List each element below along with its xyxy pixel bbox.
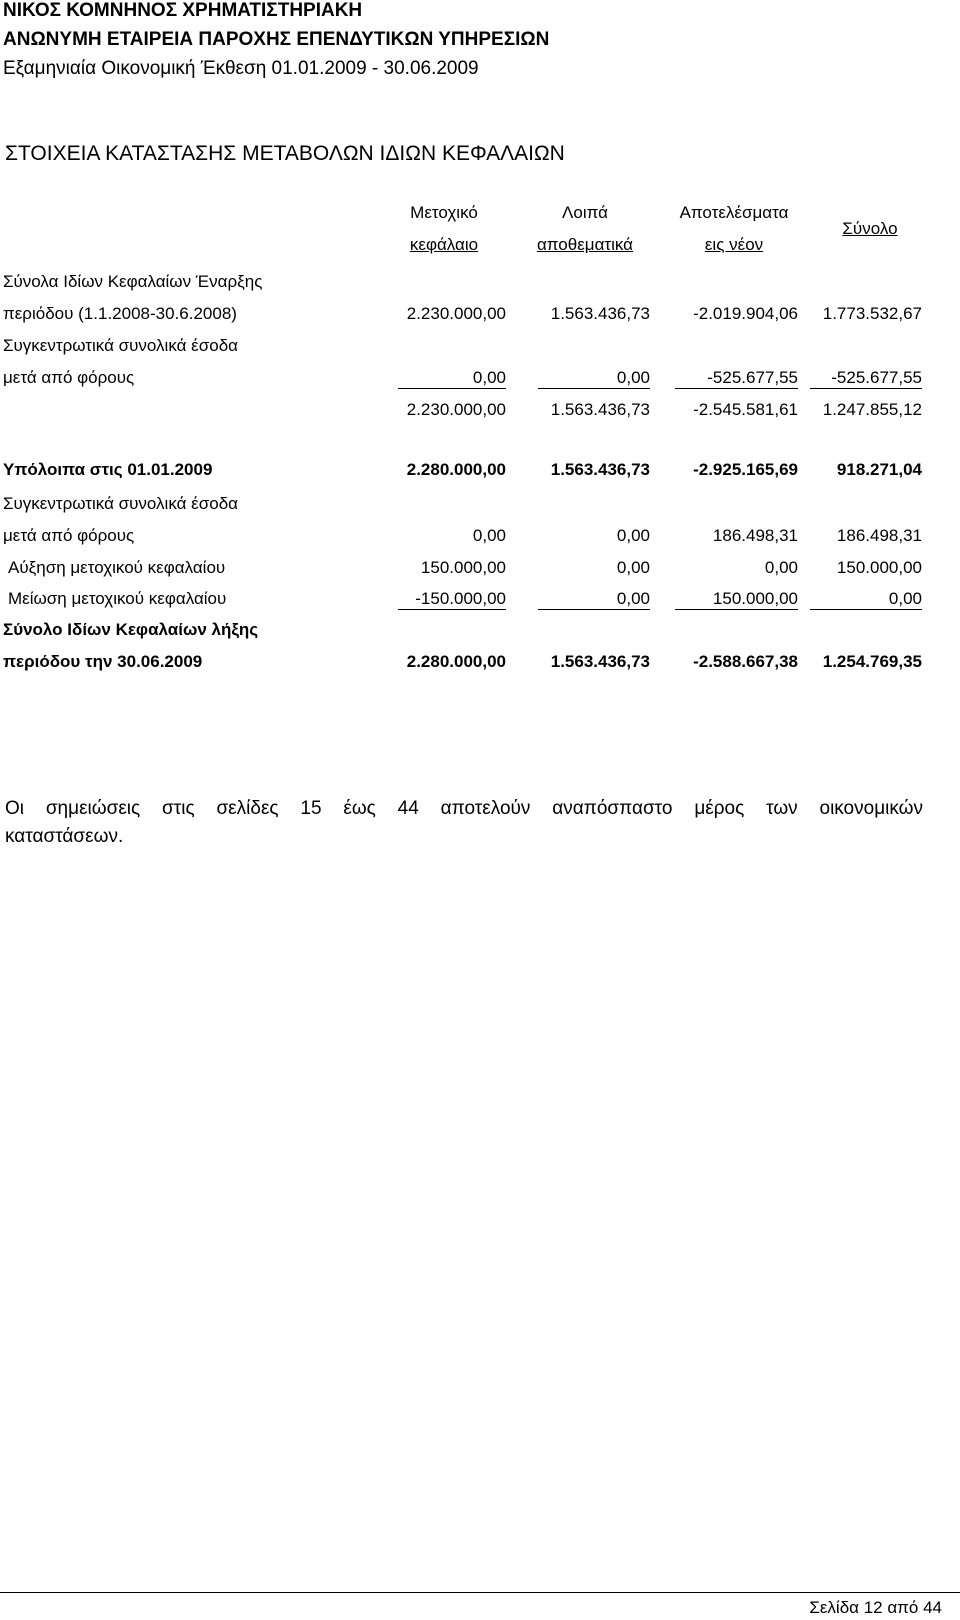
note-word: στις (162, 798, 195, 819)
value-cell: -2.588.667,38 (693, 652, 798, 671)
value-cell: 186.498,31 (836, 526, 922, 545)
col4-header: Σύνολο (842, 219, 898, 238)
page-number: Σελίδα 12 από 44 (809, 1598, 942, 1617)
value-cell: 1.563.436,73 (550, 304, 650, 323)
value-cell: 0,00 (764, 558, 798, 577)
value-cell: 2.280.000,00 (406, 652, 506, 671)
note-word: σελίδες (216, 798, 279, 819)
value-cell: 918.271,04 (836, 460, 922, 479)
row-label: μετά από φόρους (3, 368, 135, 387)
value-cell: 0,00 (398, 368, 506, 389)
col3-header-bottom: εις νέον (704, 235, 764, 254)
value-cell: 2.230.000,00 (406, 400, 506, 419)
value-cell: 0,00 (472, 526, 506, 545)
value-cell: -2.019.904,06 (693, 304, 798, 323)
report-period: Εξαμηνιαία Οικονομική Έκθεση 01.01.2009 - 30.06.2009 (3, 58, 479, 79)
note-word: οικονομικών (819, 798, 923, 819)
value-cell: 2.230.000,00 (406, 304, 506, 323)
value-cell: 150.000,00 (836, 558, 922, 577)
row-label: περιόδου (1.1.2008-30.6.2008) (3, 304, 237, 323)
company-name: ΝΙΚΟΣ ΚΟΜΝΗΝΟΣ ΧΡΗΜΑΤΙΣΤΗΡΙΑΚΗ (3, 0, 363, 21)
value-cell: 1.563.436,73 (550, 652, 650, 671)
statement-title: ΣΤΟΙΧΕΙΑ ΚΑΤΑΣΤΑΣΗΣ ΜΕΤΑΒΟΛΩΝ ΙΔΙΩΝ ΚΕΦΑΛΑΙΩΝ (5, 142, 565, 165)
value-cell: 150.000,00 (420, 558, 506, 577)
note-word: σημειώσεις (45, 798, 141, 819)
note-word: αποτελούν (440, 798, 531, 819)
note-line-1 (5, 798, 923, 820)
value-cell: 2.280.000,00 (406, 460, 506, 479)
note-word: έως (343, 798, 376, 819)
note-line-2: καταστάσεων. (5, 826, 124, 847)
col2-header-bottom: αποθεματικά (536, 235, 634, 254)
value-cell: 0,00 (538, 368, 650, 389)
value-cell: -525.677,55 (810, 368, 922, 389)
row-label: μετά από φόρους (3, 526, 135, 545)
value-cell: 0,00 (538, 589, 650, 610)
value-cell: 1.563.436,73 (550, 460, 650, 479)
value-cell: -2.925.165,69 (693, 460, 798, 479)
note-word: Οι (5, 798, 24, 819)
value-cell: -2.545.581,61 (693, 400, 798, 419)
value-cell: -525.677,55 (675, 368, 798, 389)
value-cell: 150.000,00 (675, 589, 798, 610)
note-word: των (766, 798, 798, 819)
col1-header-bottom: κεφάλαιο (409, 235, 479, 254)
value-cell: -150.000,00 (398, 589, 506, 610)
note-word: 44 (397, 798, 419, 819)
col1-header-top: Μετοχικό (410, 203, 478, 222)
company-subtitle: ΑΝΩΝΥΜΗ ΕΤΑΙΡΕΙΑ ΠΑΡΟΧΗΣ ΕΠΕΝΔΥΤΙΚΩΝ ΥΠΗΡΕΣΙΩΝ (3, 29, 550, 50)
row-label: Υπόλοιπα στις 01.01.2009 (3, 460, 213, 479)
note-word: αναπόσπαστο (552, 798, 673, 819)
value-cell: 0,00 (810, 589, 922, 610)
col2-header-top: Λοιπά (562, 203, 608, 222)
row-label: Συγκεντρωτικά συνολικά έσοδα (3, 336, 238, 355)
value-cell: 0,00 (616, 526, 650, 545)
value-cell: 186.498,31 (712, 526, 798, 545)
footer-divider (0, 1592, 960, 1593)
col3-header-top: Αποτελέσματα (679, 203, 789, 222)
value-cell: 1.254.769,35 (822, 652, 922, 671)
row-label: Συγκεντρωτικά συνολικά έσοδα (3, 494, 238, 513)
value-cell: 1.773.532,67 (822, 304, 922, 323)
row-label: Αύξηση μετοχικού κεφαλαίου (8, 558, 226, 577)
note-word: 15 (300, 798, 322, 819)
row-label: Σύνολο Ιδίων Κεφαλαίων λήξης (3, 620, 259, 639)
value-cell: 1.563.436,73 (550, 400, 650, 419)
row-label: Σύνολα Ιδίων Κεφαλαίων Έναρξης (3, 272, 263, 291)
note-word: μέρος (694, 798, 745, 819)
row-label: περιόδου την 30.06.2009 (3, 652, 203, 671)
value-cell: 0,00 (616, 558, 650, 577)
row-label: Μείωση μετοχικού κεφαλαίου (8, 589, 227, 608)
value-cell: 1.247.855,12 (822, 400, 922, 419)
